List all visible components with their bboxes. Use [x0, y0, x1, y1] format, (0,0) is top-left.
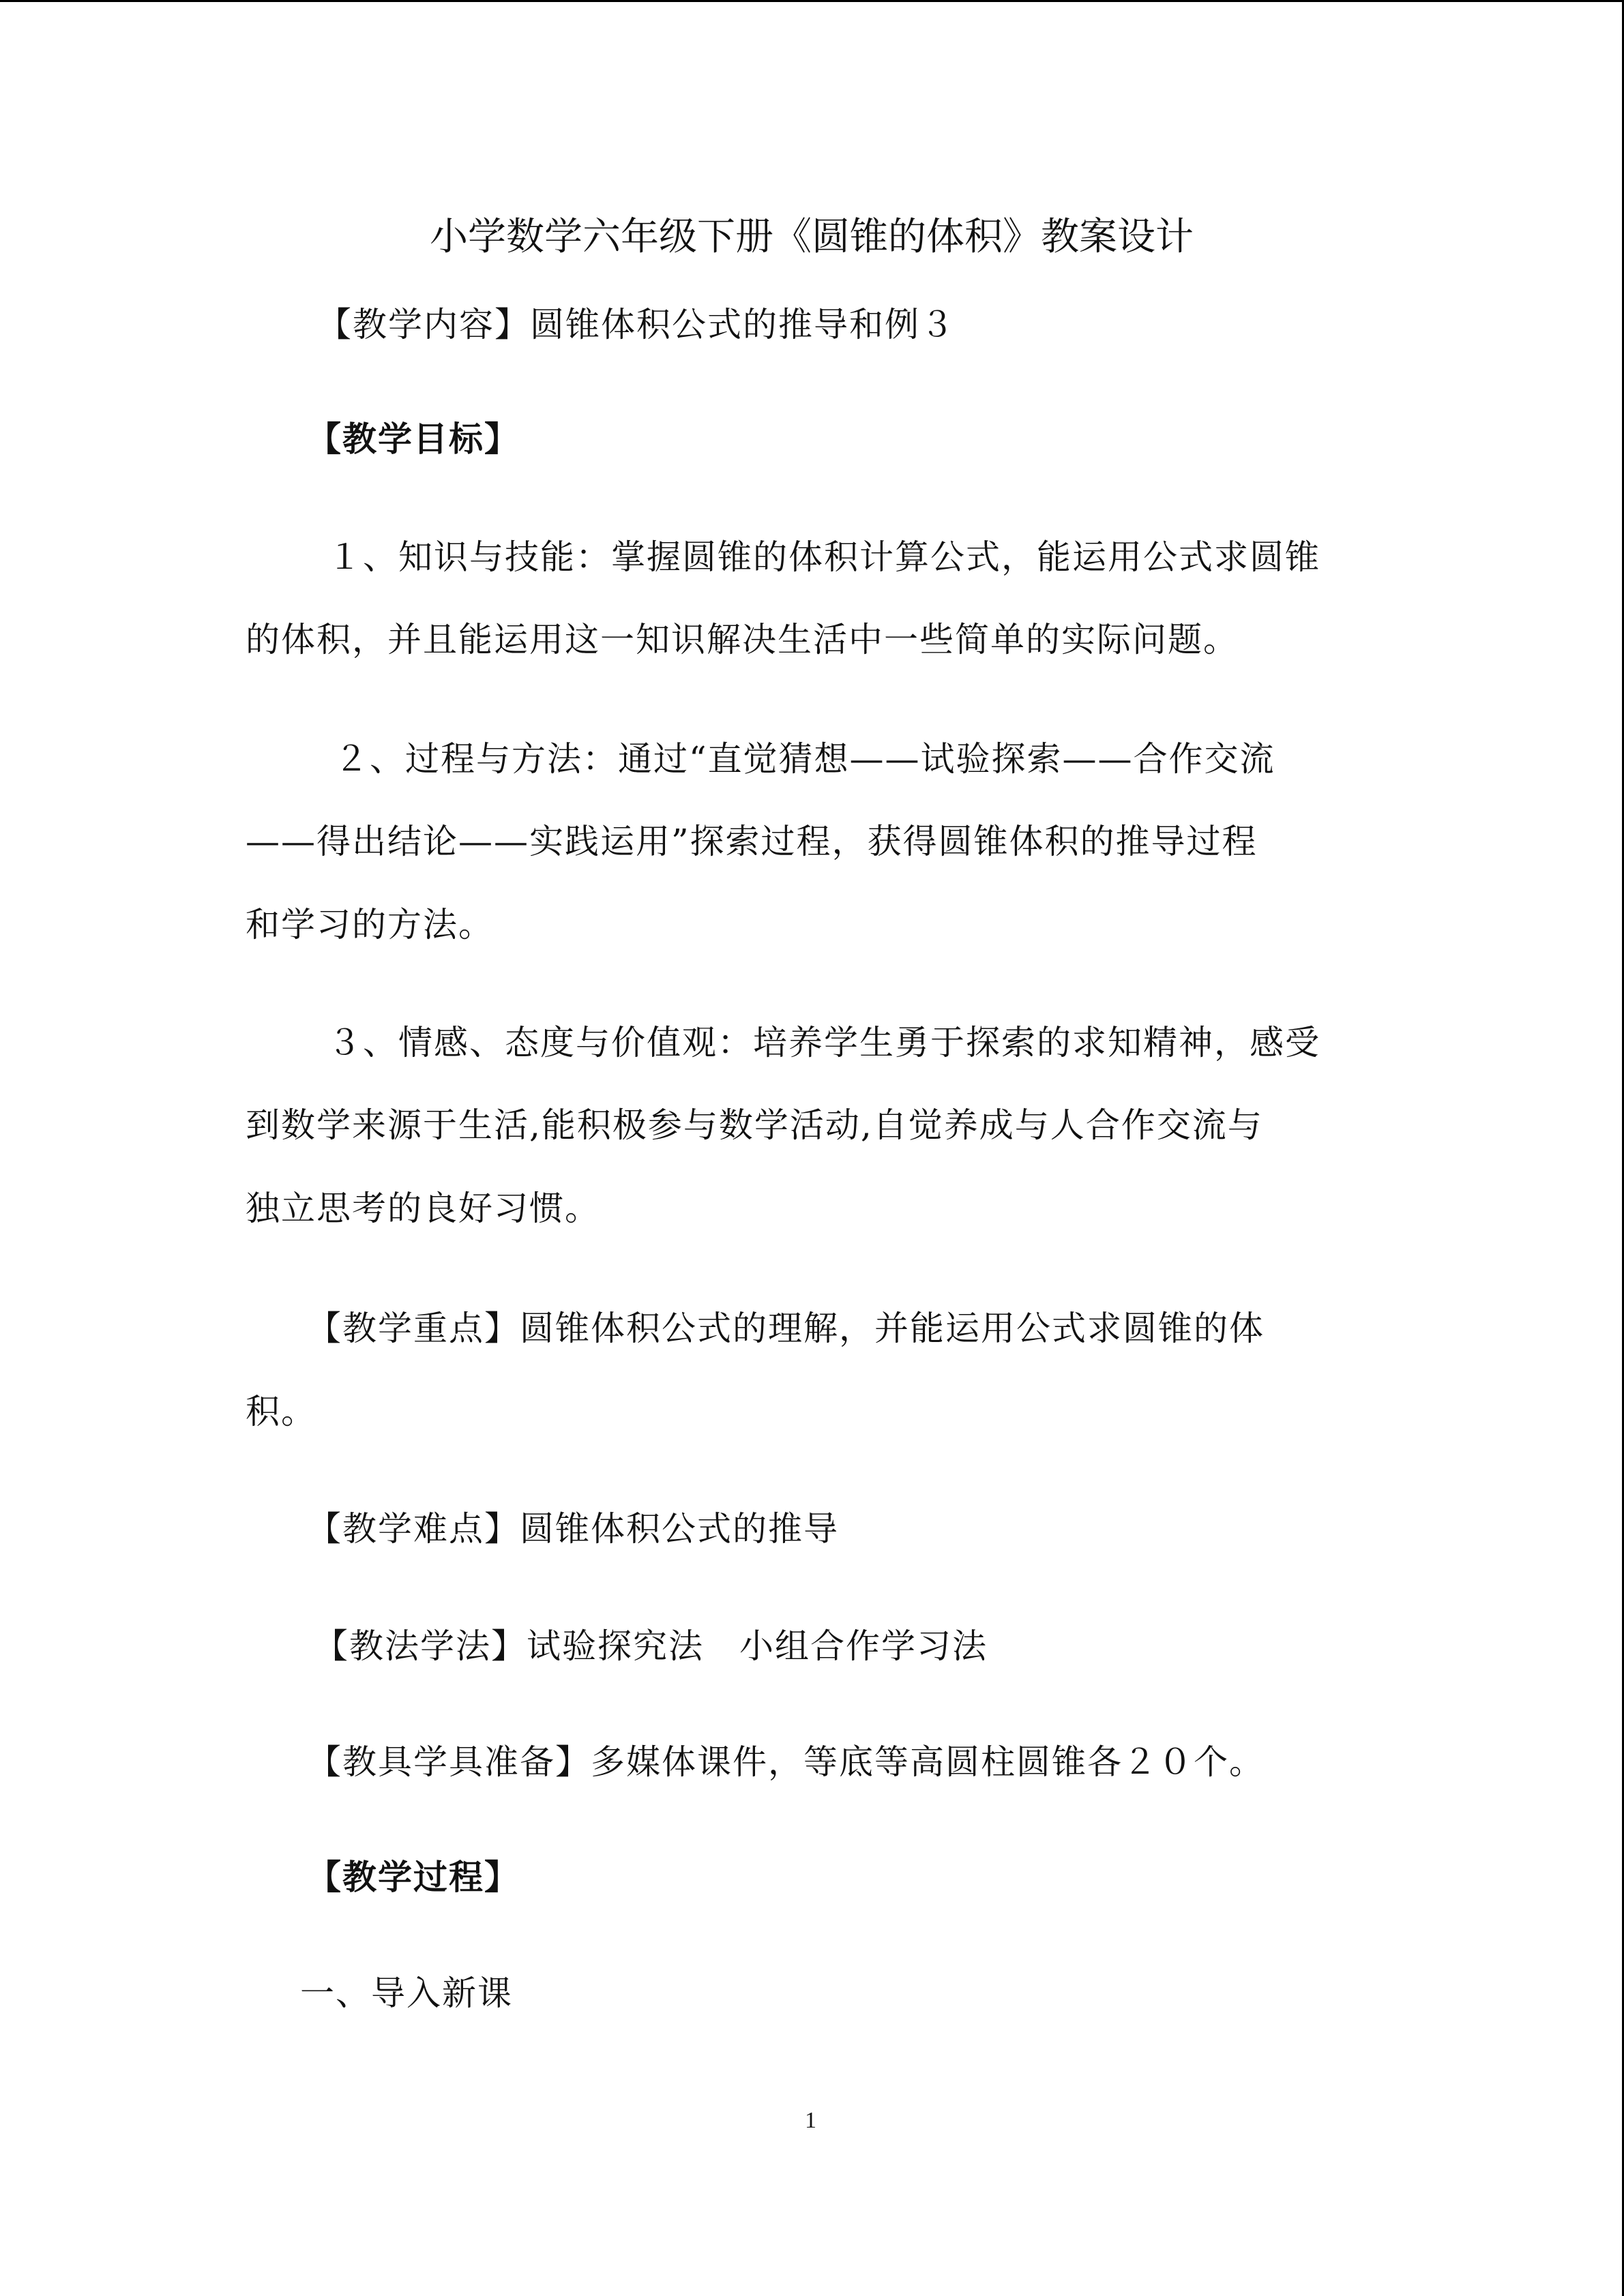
document-title: 小学数学六年级下册《圆锥的体积》教案设计 — [430, 216, 1194, 258]
objective-3-line-3: 独立思考的良好习惯。 — [246, 1189, 600, 1228]
teaching-methods: 【教法学法】试验探究法 小组合作学习法 — [314, 1626, 988, 1666]
process-heading: 【教学过程】 — [307, 1857, 520, 1897]
teaching-content: 【教学内容】圆锥体积公式的推导和例３ — [317, 305, 956, 344]
page-border-top — [0, 0, 1624, 2]
key-point-line-1: 【教学重点】圆锥体积公式的理解，并能运用公式求圆锥的体 — [307, 1309, 1265, 1348]
objective-3-line-2: 到数学来源于生活,能积极参与数学活动,自觉养成与人合作交流与 — [246, 1105, 1263, 1145]
objective-2-line-1: ２、过程与方法：通过“直觉猜想——试验探索——合作交流 — [334, 739, 1275, 779]
page-number: 1 — [805, 2108, 816, 2133]
teaching-difficulty: 【教学难点】圆锥体积公式的推导 — [307, 1509, 839, 1549]
section-1-heading: 一、导入新课 — [300, 1973, 513, 2013]
objective-2-line-2: ——得出结论——实践运用”探索过程，获得圆锥体积的推导过程 — [246, 822, 1258, 861]
objective-2-line-3: 和学习的方法。 — [246, 905, 494, 944]
objective-1-line-2: 的体积，并且能运用这一知识解决生活中一些简单的实际问题。 — [246, 620, 1239, 659]
key-point-line-2: 积。 — [246, 1392, 316, 1431]
teaching-materials: 【教具学具准备】多媒体课件，等底等高圆柱圆锥各２０个。 — [307, 1742, 1265, 1782]
objective-3-line-1: ３、情感、态度与价值观：培养学生勇于探索的求知精神，感受 — [327, 1023, 1320, 1062]
objective-1-line-1: １、知识与技能：掌握圆锥的体积计算公式，能运用公式求圆锥 — [327, 537, 1320, 577]
objectives-heading: 【教学目标】 — [307, 419, 520, 459]
